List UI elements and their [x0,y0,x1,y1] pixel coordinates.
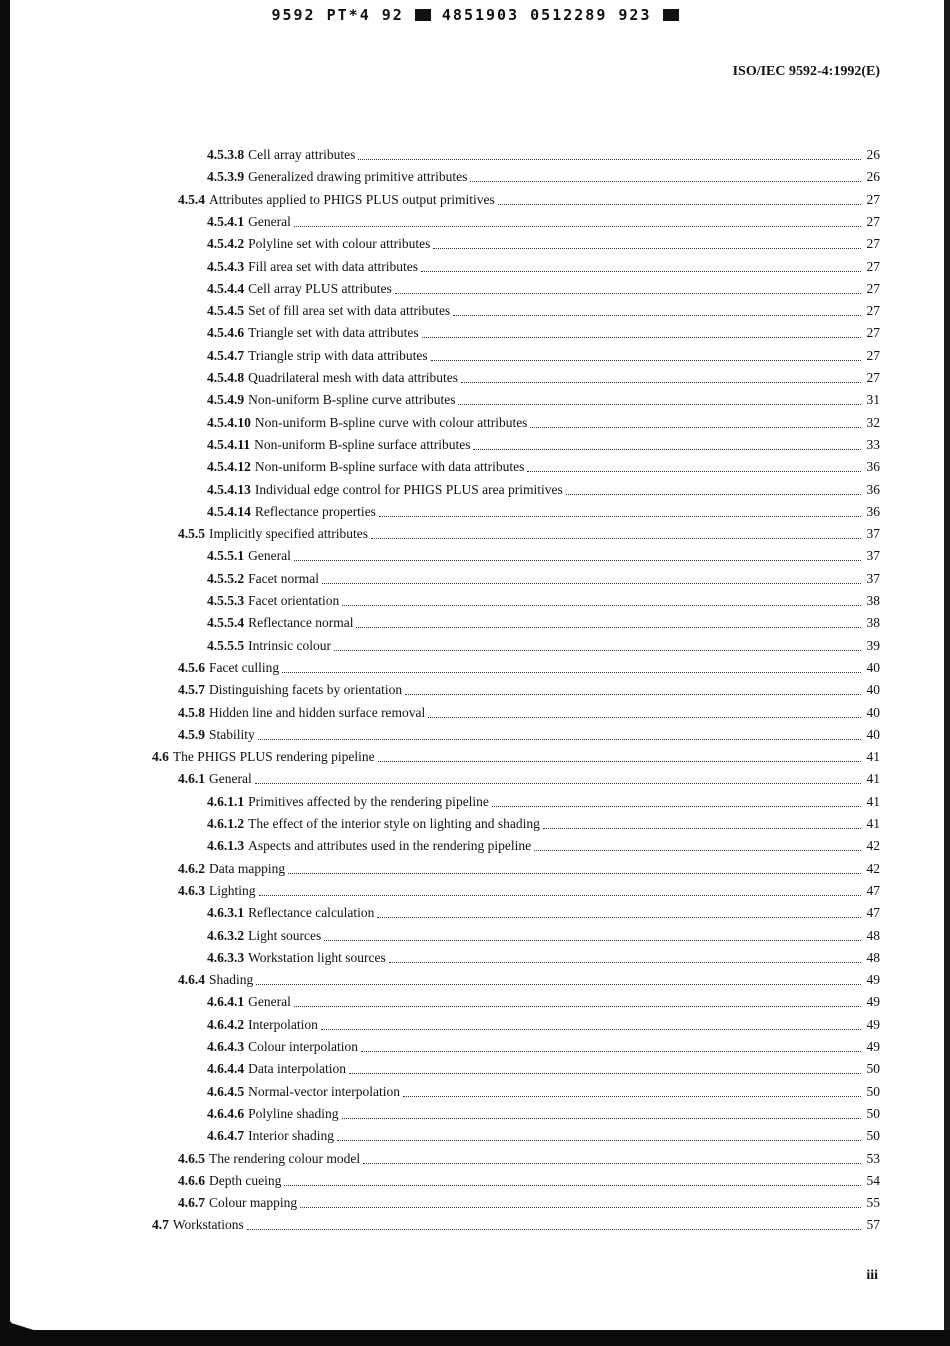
toc-entry-title: Facet normal [248,570,319,586]
toc-dot-leader [428,716,861,718]
toc-entry-page: 41 [866,816,880,831]
toc-dot-leader [470,180,861,182]
toc-entry-title: Reflectance calculation [248,905,375,921]
toc-entry-number: 4.5.4 [178,191,205,207]
toc-entry-title: Polyline set with colour attributes [248,236,431,252]
toc-entry-page: 50 [866,1105,880,1121]
page-number: iii [866,1268,878,1283]
toc-entry-page: 40 [866,726,880,742]
toc-entry[interactable] [178,1171,880,1191]
toc-dot-leader [322,582,861,584]
toc-entry-title: Workstation light sources [248,949,386,965]
toc-entry-number: 4.5.5.3 [207,593,245,608]
toc-entry[interactable] [207,257,880,277]
toc-entry-number: 4.6.7 [178,1195,205,1211]
toc-entry-number: 4.5.4.14 [207,503,251,519]
toc-entry-page: 55 [866,1195,880,1211]
toc-entry-page: 27 [866,370,880,385]
toc-entry[interactable] [207,279,880,299]
toc-entry[interactable] [207,413,880,433]
toc-entry-number: 4.6.2 [178,860,205,876]
toc-entry-page: 42 [866,838,880,854]
toc-entry-number: 4.6.6 [178,1172,205,1188]
toc-entry[interactable] [207,613,880,633]
toc-entry-number: 4.5.3.8 [207,147,245,162]
toc-entry[interactable] [207,814,880,834]
toc-entry-page: 27 [866,258,880,274]
toc-dot-leader [342,604,861,606]
toc-entry-page: 27 [866,325,880,341]
toc-entry[interactable] [207,301,880,321]
toc-entry-page: 41 [866,793,880,809]
toc-entry[interactable] [207,1059,880,1079]
toc-entry-title: General [248,994,291,1010]
toc-entry-title: General [248,548,291,564]
toc-entry[interactable] [152,1215,880,1235]
toc-entry-number: 4.6 [152,749,169,765]
standard-id-header: ISO/IEC 9592-4:1992(E) [732,64,880,79]
toc-dot-leader [527,470,861,472]
toc-dot-leader [284,1184,861,1186]
toc-entry-number: 4.6.5 [178,1150,205,1166]
toc-dot-leader [321,1028,861,1030]
toc-entry-page: 57 [866,1217,880,1233]
toc-entry-title: Depth cueing [209,1172,282,1188]
toc-entry[interactable] [207,167,880,187]
toc-entry-page: 36 [866,481,880,497]
toc-entry[interactable] [207,1082,880,1102]
toc-dot-leader [433,247,861,249]
toc-entry-number: 4.5.4.12 [207,459,251,475]
toc-dot-leader [431,359,861,361]
toc-entry[interactable] [178,703,880,723]
toc-dot-leader [255,782,861,784]
toc-dot-leader [294,225,861,227]
toc-entry-title: Workstations [172,1217,244,1233]
toc-entry-number: 4.5.4.13 [207,481,251,497]
toc-entry-page: 27 [866,213,880,229]
toc-entry-page: 48 [866,949,880,965]
toc-entry-title: Generalized drawing primitive attributes [248,169,468,185]
toc-dot-leader [258,738,861,740]
toc-entry-page: 49 [866,1039,880,1054]
toc-dot-leader [371,537,861,539]
toc-entry-title: The effect of the interior style on lighting and shading [248,816,540,831]
toc-entry-title: Quadrilateral mesh with data attributes [248,370,459,385]
toc-entry-title: Stability [209,726,255,742]
toc-entry-number: 4.6.3.3 [207,949,245,965]
toc-entry[interactable] [207,792,880,812]
toc-entry-page: 27 [866,280,880,296]
toc-entry-title: The PHIGS PLUS rendering pipeline [172,749,375,765]
toc-entry[interactable] [178,524,880,544]
toc-dot-leader [473,448,861,450]
toc-dot-leader [389,961,861,963]
toc-entry[interactable] [207,992,880,1012]
toc-entry-page: 41 [866,771,880,787]
toc-entry-number: 4.6.3 [178,882,205,898]
toc-entry-title: Individual edge control for PHIGS PLUS area primitives [254,481,563,497]
toc-dot-leader [358,158,861,160]
toc-entry[interactable] [207,1015,880,1035]
toc-dot-leader [405,693,861,695]
toc-dot-leader [534,849,861,851]
toc-entry-page: 27 [866,191,880,207]
toc-entry[interactable] [178,658,880,678]
toc-entry-number: 4.5.4.7 [207,347,245,363]
toc-entry[interactable] [178,190,880,210]
toc-dot-leader [403,1095,861,1097]
toc-entry-title: Non-uniform B-spline curve with colour attributes [254,414,528,430]
toc-entry-title: The rendering colour model [209,1150,361,1166]
toc-entry-title: Cell array attributes [248,147,356,162]
toc-dot-leader [498,203,861,205]
toc-dot-leader [421,270,861,272]
toc-entry-title: Non-uniform B-spline curve attributes [248,392,456,408]
toc-entry-title: Primitives affected by the rendering pipeline [248,793,489,809]
toc-dot-leader [395,292,861,294]
toc-entry[interactable] [178,725,880,745]
toc-entry-number: 4.5.5.2 [207,570,245,586]
toc-entry-page: 27 [866,347,880,363]
toc-entry-title: Fill area set with data attributes [248,258,418,274]
toc-entry-title: Facet orientation [248,593,340,608]
toc-entry[interactable] [178,859,880,879]
toc-entry-page: 38 [866,615,880,631]
toc-entry[interactable] [178,769,880,789]
toc-dot-leader [282,671,861,673]
toc-entry-number: 4.5.4.8 [207,370,245,385]
toc-entry-number: 4.5.5.5 [207,637,245,653]
toc-entry-page: 53 [866,1150,880,1166]
toc-entry-page: 48 [866,927,880,943]
toc-entry[interactable] [207,457,880,477]
toc-entry[interactable] [207,903,880,923]
toc-entry-title: Light sources [248,927,322,943]
toc-entry[interactable] [178,1193,880,1213]
toc-entry[interactable] [207,323,880,343]
toc-entry-page: 40 [866,659,880,675]
toc-entry[interactable] [207,212,880,232]
toc-dot-leader [379,515,861,517]
toc-entry-title: General [248,213,291,229]
toc-entry-number: 4.5.4.2 [207,236,245,252]
toc-entry-page: 50 [866,1128,880,1144]
toc-entry-page: 47 [866,882,880,898]
toc-entry-page: 26 [866,169,880,185]
toc-entry-number: 4.5.4.3 [207,258,245,274]
toc-entry-number: 4.6.1.2 [207,816,245,831]
scan-border-left [0,0,10,1346]
toc-dot-leader [461,381,861,383]
toc-entry-page: 50 [866,1083,880,1099]
toc-dot-leader [378,760,861,762]
toc-entry[interactable] [152,747,880,767]
toc-entry-page: 32 [866,414,880,430]
toc-entry[interactable] [207,1126,880,1146]
toc-entry-page: 36 [866,459,880,475]
toc-entry[interactable] [207,435,880,455]
toc-entry-number: 4.6.4.6 [207,1105,245,1121]
toc-dot-leader [377,916,861,918]
toc-dot-leader [288,872,861,874]
toc-entry-page: 39 [866,637,880,653]
toc-entry-title: Implicitly specified attributes [209,526,368,542]
toc-dot-leader [324,939,861,941]
toc-entry-number: 4.5.6 [178,659,205,675]
toc-entry-number: 4.6.1.1 [207,793,245,809]
toc-dot-leader [334,649,861,651]
toc-entry-number: 4.5.4.4 [207,280,245,296]
toc-entry-page: 37 [866,526,880,542]
toc-entry[interactable] [207,948,880,968]
toc-entry[interactable] [178,970,880,990]
black-block-mark [663,9,679,21]
toc-entry[interactable] [207,368,880,388]
toc-entry-title: General [209,771,252,787]
toc-entry-number: 4.6.3.2 [207,927,245,943]
toc-entry[interactable] [207,591,880,611]
toc-entry[interactable] [207,480,880,500]
toc-entry-page: 41 [866,749,880,765]
toc-entry[interactable] [207,1104,880,1124]
toc-entry-page: 31 [866,392,880,408]
toc-entry-page: 38 [866,593,880,608]
toc-entry-number: 4.5.3.9 [207,169,245,185]
toc-dot-leader [566,493,861,495]
toc-entry-title: Facet culling [209,659,280,675]
toc-dot-leader [356,626,861,628]
toc-entry-page: 40 [866,704,880,720]
toc-entry-page: 26 [866,147,880,162]
toc-entry-page: 37 [866,548,880,564]
scan-border-bottom [0,1330,950,1346]
scan-header-code [0,6,950,24]
toc-entry-page: 40 [866,682,880,698]
toc-dot-leader [492,805,861,807]
toc-entry[interactable] [207,546,880,566]
toc-entry-number: 4.5.4.9 [207,392,245,408]
black-block-mark [415,9,431,21]
toc-entry-title: Triangle strip with data attributes [248,347,428,363]
toc-entry-page: 36 [866,503,880,519]
toc-entry-title: Lighting [209,882,256,898]
toc-entry[interactable] [207,926,880,946]
toc-dot-leader [530,426,861,428]
toc-entry-title: Shading [209,972,254,988]
toc-entry-number: 4.5.4.10 [207,414,251,430]
toc-entry-number: 4.5.4.11 [207,436,251,452]
toc-entry-title: Polyline shading [248,1105,339,1121]
toc-entry-title: Non-uniform B-spline surface with data attributes [254,459,525,475]
toc-entry-title: Intrinsic colour [248,637,331,653]
toc-entry-page: 54 [866,1172,880,1188]
toc-dot-leader [247,1228,861,1230]
toc-entry-title: Reflectance normal [248,615,354,631]
toc-entry[interactable] [178,680,880,700]
toc-entry-title: Cell array PLUS attributes [248,280,392,296]
toc-entry-title: Triangle set with data attributes [248,325,419,341]
toc-entry-title: Interior shading [248,1128,334,1144]
toc-dot-leader [259,894,862,896]
toc-dot-leader [422,336,861,338]
toc-entry-title: Set of fill area set with data attributes [248,303,451,319]
toc-dot-leader [349,1072,861,1074]
toc-entry-page: 49 [866,972,880,988]
toc-entry-number: 4.5.9 [178,726,205,742]
toc-entry-title: Colour interpolation [248,1039,358,1054]
toc-entry-title: Colour mapping [209,1195,298,1211]
toc-entry-title: Hidden line and hidden surface removal [209,704,426,720]
toc-entry-page: 42 [866,860,880,876]
toc-entry-number: 4.5.4.6 [207,325,245,341]
toc-dot-leader [294,559,861,561]
toc-entry-number: 4.5.5.1 [207,548,245,564]
toc-entry-number: 4.6.4.7 [207,1128,245,1144]
toc-dot-leader [337,1139,861,1141]
toc-entry-title: Aspects and attributes used in the rendering pipeline [248,838,532,854]
toc-entry[interactable] [207,1037,880,1057]
toc-entry-number: 4.6.4.5 [207,1083,245,1099]
toc-entry-page: 47 [866,905,880,921]
toc-entry-number: 4.6.4.1 [207,994,245,1010]
toc-entry[interactable] [178,881,880,901]
toc-dot-leader [256,983,861,985]
toc-dot-leader [453,314,861,316]
toc-dot-leader [294,1005,861,1007]
toc-dot-leader [300,1206,861,1208]
toc-entry-title: Attributes applied to PHIGS PLUS output primitives [209,191,495,207]
toc-entry-number: 4.7 [152,1217,169,1233]
toc-entry-number: 4.6.1 [178,771,205,787]
toc-dot-leader [361,1050,861,1052]
toc-entry[interactable] [207,836,880,856]
toc-entry-title: Distinguishing facets by orientation [209,682,403,698]
toc-entry[interactable] [178,1149,880,1169]
toc-entry-page: 27 [866,303,880,319]
toc-entry[interactable] [207,234,880,254]
toc-entry-title: Data interpolation [248,1061,346,1077]
toc-entry-number: 4.5.5 [178,526,205,542]
toc-entry-page: 50 [866,1061,880,1077]
toc-entry-title: Interpolation [248,1016,318,1032]
toc-entry-number: 4.5.4.1 [207,213,245,229]
toc-entry-page: 37 [866,570,880,586]
toc-entry[interactable] [207,390,880,410]
scan-header-right: 4851903 0512289 923 [441,6,652,24]
toc-entry-number: 4.6.1.3 [207,838,245,854]
toc-dot-leader [543,827,861,829]
toc-entry-number: 4.6.3.1 [207,905,245,921]
toc-entry-number: 4.6.4.4 [207,1061,245,1077]
scan-header-left: 9592 PT*4 92 [271,6,404,24]
toc-entry-number: 4.5.4.5 [207,303,245,319]
toc-entry-title: Reflectance properties [254,503,376,519]
toc-entry-number: 4.6.4 [178,972,205,988]
toc-entry-page: 49 [866,1016,880,1032]
toc-entry[interactable] [207,569,880,589]
scan-border-right [944,0,950,1346]
toc-entry-number: 4.6.4.3 [207,1039,245,1054]
toc-entry-page: 27 [866,236,880,252]
toc-entry-number: 4.5.5.4 [207,615,245,631]
toc-entry-number: 4.5.8 [178,704,205,720]
toc-dot-leader [458,403,861,405]
toc-entry[interactable] [207,145,880,165]
toc-entry-title: Data mapping [209,860,286,876]
toc-dot-leader [363,1162,861,1164]
toc-entry-number: 4.6.4.2 [207,1016,245,1032]
toc-entry-title: Non-uniform B-spline surface attributes [254,436,471,452]
toc-entry-title: Normal-vector interpolation [248,1083,400,1099]
toc-dot-leader [342,1117,862,1119]
toc-entry-number: 4.5.7 [178,682,205,698]
toc-entry-page: 49 [866,994,880,1010]
toc-entry[interactable] [207,346,880,366]
toc-entry-page: 33 [866,436,880,452]
toc-entry[interactable] [207,636,880,656]
toc-entry[interactable] [207,502,880,522]
